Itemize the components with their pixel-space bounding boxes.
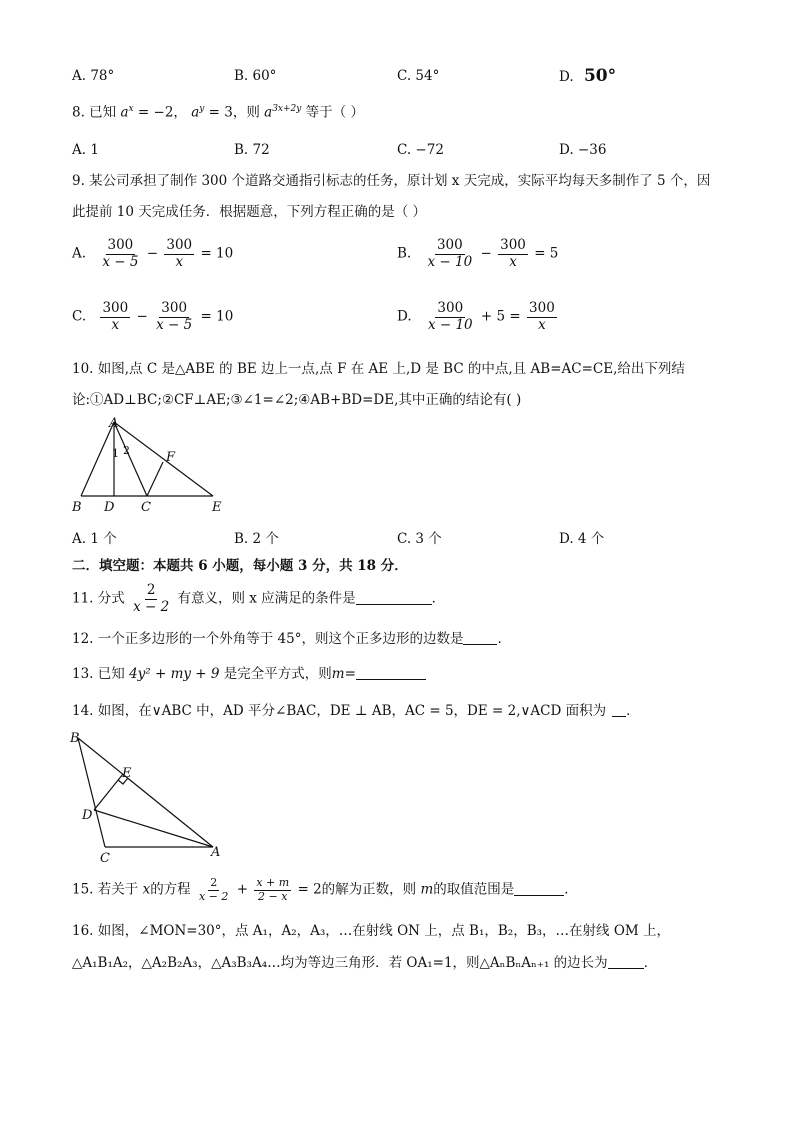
q9-option-d bbox=[397, 301, 559, 333]
q9-b-fraction-2: $\frac{300}{x}$ bbox=[500, 237, 526, 270]
q11-stem bbox=[72, 583, 445, 615]
q10-line-1: 10. 如图,点 C 是△ABE 的 BE 边上一点,点 F 在 AE 上,D 是 BC 的中点,且 AB=AC=CE,给出下列结 bbox=[72, 361, 685, 377]
q15-fraction-2: $\frac{x + m}{2 - x}$ bbox=[256, 876, 290, 903]
q15-end: ． bbox=[564, 881, 578, 898]
q12-stem bbox=[72, 631, 511, 647]
line-de bbox=[94, 774, 123, 810]
line-ae bbox=[114, 422, 213, 496]
label-e: E bbox=[212, 500, 222, 515]
q12-end: ． bbox=[497, 631, 511, 647]
q14-stem bbox=[72, 703, 640, 719]
q8-exp-3: 3x+2y bbox=[272, 104, 302, 114]
q13-expression: 4y² + my + 9 bbox=[129, 666, 220, 682]
q7-option-d-letter: D. bbox=[559, 69, 574, 85]
q9-c-fraction-1: $\frac{300}{x}$ bbox=[102, 300, 129, 333]
q8-exp-2: y bbox=[199, 104, 205, 114]
label-d: D bbox=[82, 808, 93, 823]
q15-text-3: 的取值范围是 bbox=[433, 881, 515, 898]
q15-equals: = 2 bbox=[297, 881, 322, 898]
q9-option-b bbox=[397, 238, 558, 270]
q11-fraction: $\frac{2}{x - 2}$ bbox=[133, 582, 170, 615]
q8-stem bbox=[72, 104, 364, 121]
label-a: A bbox=[211, 845, 221, 860]
q11-prefix: 11. 分式 bbox=[72, 590, 125, 607]
q8-exp-1: x bbox=[128, 104, 134, 114]
q9-b-operator: − bbox=[480, 245, 492, 262]
q15-text-2: 的解为正数，则 bbox=[321, 881, 417, 898]
q9-a-fraction-1: $\frac{300}{x - 5}$ bbox=[102, 237, 139, 270]
q8-number: 8. 已知 bbox=[72, 104, 117, 121]
q13-stem bbox=[72, 666, 426, 682]
q10-option-d: D. 4 个 bbox=[559, 531, 605, 547]
q12-answer-blank[interactable] bbox=[463, 631, 497, 645]
q11-answer-blank[interactable] bbox=[356, 591, 432, 605]
q15-variable-x: x bbox=[142, 881, 151, 898]
q10-option-b: B. 2 个 bbox=[234, 531, 279, 547]
q8-base-2: a bbox=[191, 104, 200, 121]
q16-line-1: 16. 如图，∠MON=30°，点 A₁，A₂，A₃，…在射线 ON 上，点 B₁，B₂，B₃，…在射线 OM 上， bbox=[72, 923, 671, 939]
q9-c-label: C. bbox=[72, 308, 87, 325]
q9-d-fraction-1: $\frac{300}{x - 10}$ bbox=[427, 300, 473, 333]
q9-d-operator: + 5 = bbox=[480, 308, 521, 325]
q11-text: 有意义，则 x 应满足的条件是 bbox=[177, 590, 356, 607]
q9-b-rhs: = 5 bbox=[534, 245, 559, 262]
q9-a-rhs: = 10 bbox=[200, 245, 234, 262]
q10-line-2: 论:①AD⊥BC;②CF⊥AE;③∠1=∠2;④AB+BD=DE,其中正确的结论有( ) bbox=[72, 392, 522, 408]
q8-base-1: a bbox=[120, 104, 129, 121]
q8-rest-3: 等于（ ） bbox=[301, 104, 364, 121]
q14-end: ． bbox=[626, 703, 640, 719]
q9-a-fraction-2: $\frac{300}{x}$ bbox=[166, 237, 193, 270]
q15-fraction-1: $\frac{2}{x - 2}$ bbox=[198, 876, 229, 903]
label-angle-2: 2 bbox=[123, 444, 130, 457]
q9-b-label: B. bbox=[397, 245, 412, 262]
q10-option-a: A. 1 个 bbox=[72, 531, 117, 547]
line-bc bbox=[78, 738, 105, 847]
line-ba bbox=[78, 738, 213, 847]
line-cf bbox=[147, 462, 163, 496]
q16-answer-blank[interactable] bbox=[608, 955, 644, 969]
q16-end: ． bbox=[643, 955, 658, 971]
q13-equals: = bbox=[344, 666, 356, 682]
q15-variable-m: m bbox=[420, 881, 434, 898]
q15-stem bbox=[72, 877, 578, 903]
label-b: B bbox=[70, 731, 80, 746]
q14-triangle-figure bbox=[68, 728, 228, 868]
q9-d-label: D. bbox=[397, 308, 412, 325]
q9-c-rhs: = 10 bbox=[200, 308, 234, 325]
label-d: D bbox=[104, 500, 115, 515]
q10-option-c: C. 3 个 bbox=[397, 531, 442, 547]
line-ab bbox=[81, 422, 114, 496]
q8-option-c: C. −72 bbox=[397, 142, 444, 158]
q9-option-a bbox=[72, 238, 233, 270]
label-angle-1: 1 bbox=[112, 447, 119, 460]
q13-prefix: 13. 已知 bbox=[72, 666, 125, 682]
q14-answer-blank[interactable] bbox=[612, 703, 626, 717]
q8-option-d: D. −36 bbox=[559, 142, 607, 158]
q8-rest-1: = −2， bbox=[133, 104, 187, 121]
label-b: B bbox=[72, 500, 82, 515]
label-c: C bbox=[100, 851, 110, 866]
q8-option-a: A. 1 bbox=[72, 142, 99, 158]
q15-answer-blank[interactable] bbox=[514, 882, 564, 896]
q13-text: 是完全平方式，则 bbox=[223, 666, 332, 682]
q9-c-operator: − bbox=[136, 308, 148, 325]
label-a: A bbox=[109, 416, 119, 431]
q7-option-d-value: 50° bbox=[583, 66, 617, 86]
q8-option-b: B. 72 bbox=[234, 142, 270, 158]
section-2-heading: 二．填空题：本题共 6 小题，每小题 3 分，共 18 分． bbox=[72, 558, 408, 574]
q13-variable: m bbox=[331, 666, 345, 682]
q9-option-c bbox=[72, 301, 233, 333]
q15-text-1: 的方程 bbox=[150, 881, 191, 898]
q8-base-3: a bbox=[264, 104, 273, 121]
label-f: F bbox=[166, 450, 176, 465]
q16-line-2 bbox=[72, 955, 657, 971]
q9-d-fraction-2: $\frac{300}{x}$ bbox=[529, 300, 555, 333]
q9-a-operator: − bbox=[146, 245, 159, 262]
q15-plus: + bbox=[236, 881, 249, 898]
q9-b-fraction-1: $\frac{300}{x - 10}$ bbox=[427, 237, 473, 270]
q9-line-2: 此提前 10 天完成任务．根据题意，下列方程正确的是（ ） bbox=[72, 204, 427, 220]
q9-line-1: 9. 某公司承担了制作 300 个道路交通指引标志的任务，原计划 x 天完成，实际平均每天多制作了 5 个，因 bbox=[72, 173, 711, 189]
q10-triangle-figure bbox=[66, 414, 236, 518]
q7-option-a: A. 78° bbox=[72, 68, 115, 84]
q9-c-fraction-2: $\frac{300}{x - 5}$ bbox=[156, 300, 193, 333]
q9-a-label: A. bbox=[72, 245, 87, 262]
q12-text: 12. 一个正多边形的一个外角等于 45°，则这个正多边形的边数是 bbox=[72, 631, 464, 647]
q8-rest-2: = 3，则 bbox=[204, 104, 260, 121]
q14-text: 14. 如图，在∨ABC 中，AD 平分∠BAC，DE ⊥ AB，AC = 5，DE = 2,∨ACD 面积为 bbox=[72, 703, 607, 719]
q11-end: ． bbox=[431, 590, 446, 607]
label-e: E bbox=[122, 766, 132, 781]
q7-option-b: B. 60° bbox=[234, 68, 277, 84]
q7-option-c: C. 54° bbox=[397, 68, 440, 84]
q13-answer-blank[interactable] bbox=[356, 666, 426, 680]
q15-prefix: 15. 若关于 bbox=[72, 881, 139, 898]
line-da bbox=[94, 810, 213, 847]
label-c: C bbox=[141, 500, 151, 515]
q7-option-d bbox=[559, 66, 616, 86]
q16-text: △A₁B₁A₂，△A₂B₂A₃，△A₃B₃A₄…均为等边三角形．若 OA₁=1，则△AₙBₙAₙ₊₁ 的边长为 bbox=[72, 955, 608, 971]
